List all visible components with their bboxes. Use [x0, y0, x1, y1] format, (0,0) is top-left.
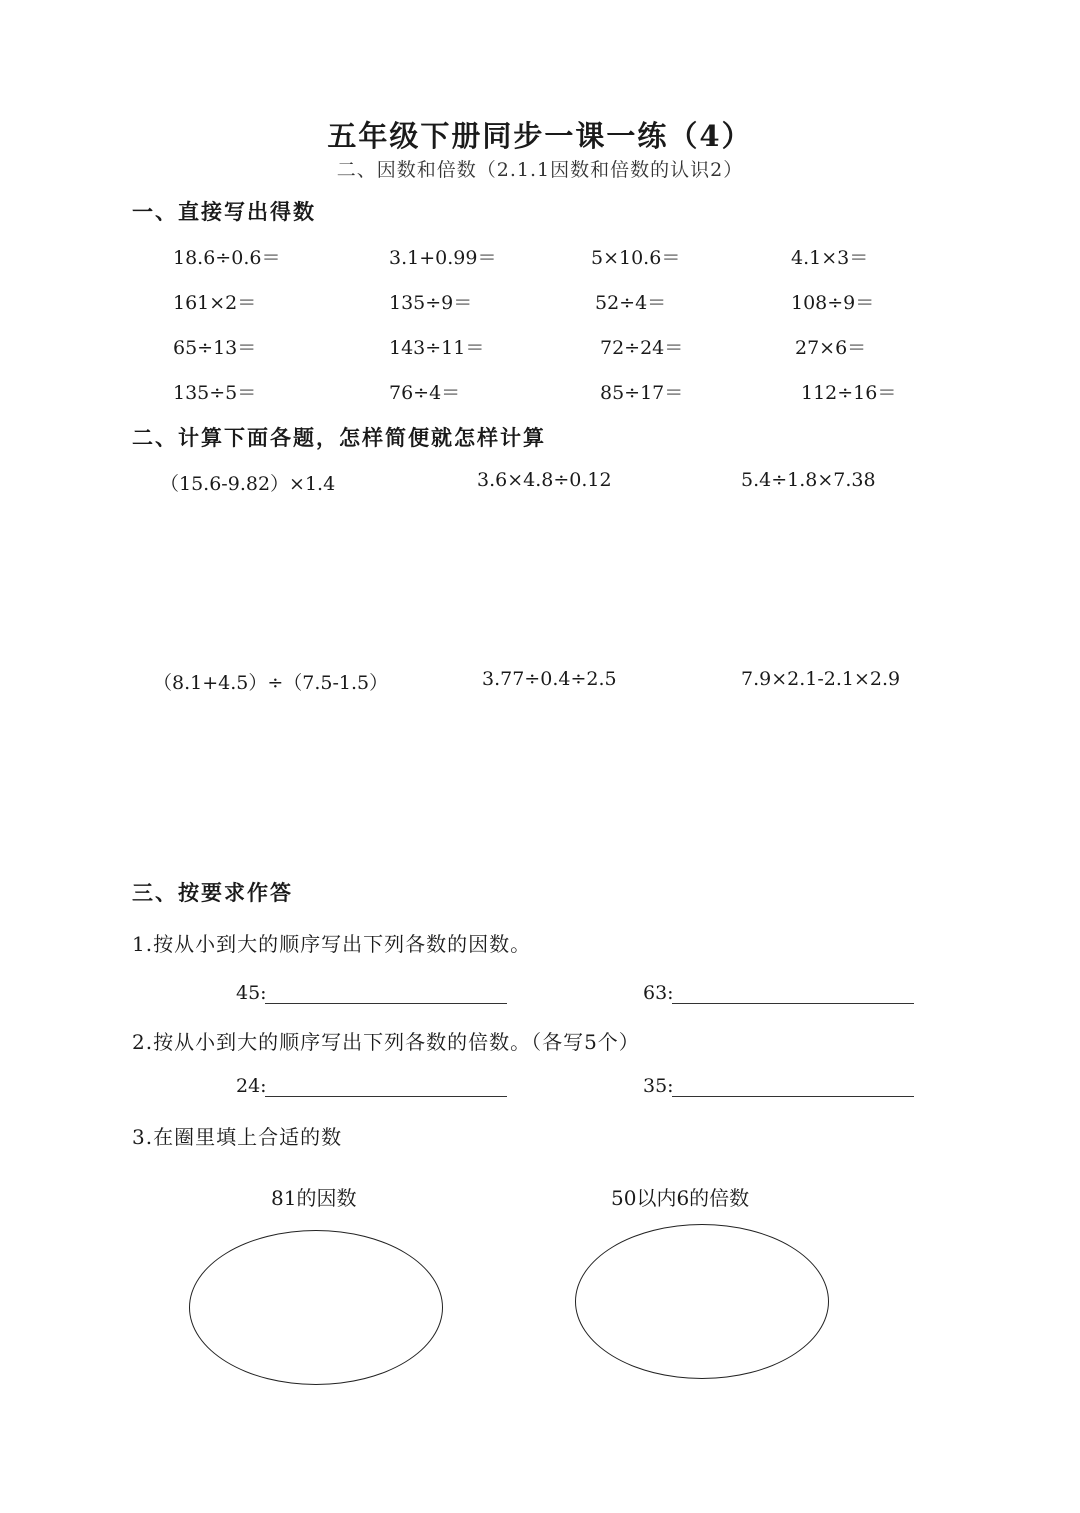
- oral-calc-item: 161×2＝: [173, 292, 257, 314]
- circle2-label: 50以内6的倍数: [611, 1186, 750, 1210]
- question-2: 2.按从小到大的顺序写出下列各数的倍数。（各写5个）: [132, 1030, 640, 1054]
- answer-line-24[interactable]: [265, 1096, 507, 1097]
- page-title: 五年级下册同步一课一练（4）: [327, 119, 753, 153]
- oral-calc-item: 143÷11＝: [389, 337, 485, 359]
- calc-problem: 3.77÷0.4÷2.5: [482, 668, 617, 690]
- section2-heading: 二、计算下面各题，怎样简便就怎样计算: [132, 425, 546, 450]
- oral-calc-item: 18.6÷0.6＝: [173, 247, 281, 269]
- oral-calc-item: 85÷17＝: [600, 382, 684, 404]
- oral-calc-item: 52÷4＝: [595, 292, 667, 314]
- calc-problem: （8.1+4.5）÷（7.5-1.5）: [153, 672, 389, 694]
- oral-calc-item: 4.1×3＝: [791, 247, 869, 269]
- oral-calc-item: 65÷13＝: [173, 337, 257, 359]
- circle1-label: 81的因数: [271, 1186, 357, 1210]
- answer-line-45[interactable]: [265, 1003, 507, 1004]
- answer-line-63[interactable]: [672, 1003, 914, 1004]
- oral-calc-item: 135÷5＝: [173, 382, 257, 404]
- calc-problem: 7.9×2.1-2.1×2.9: [741, 668, 901, 690]
- multiple-24-label: 24:: [236, 1075, 267, 1097]
- calc-problem: （15.6-9.82）×1.4: [160, 473, 336, 495]
- calc-problem: 3.6×4.8÷0.12: [477, 469, 612, 491]
- oral-calc-item: 76÷4＝: [389, 382, 461, 404]
- oral-calc-item: 5×10.6＝: [591, 247, 681, 269]
- calc-problem: 5.4÷1.8×7.38: [741, 469, 876, 491]
- oral-calc-item: 27×6＝: [795, 337, 867, 359]
- page-subtitle: 二、因数和倍数（2.1.1因数和倍数的认识2）: [336, 159, 744, 181]
- oral-calc-item: 72÷24＝: [600, 337, 684, 359]
- section3-heading: 三、按要求作答: [132, 880, 293, 905]
- multiple-circle[interactable]: [575, 1224, 829, 1379]
- factor-45-label: 45:: [236, 982, 267, 1004]
- factor-63-label: 63:: [643, 982, 674, 1004]
- factor-circle[interactable]: [189, 1230, 443, 1385]
- question-1: 1.按从小到大的顺序写出下列各数的因数。: [132, 932, 532, 956]
- oral-calc-item: 3.1+0.99＝: [389, 247, 497, 269]
- oral-calc-item: 112÷16＝: [801, 382, 897, 404]
- oral-calc-item: 108÷9＝: [791, 292, 875, 314]
- section1-heading: 一、直接写出得数: [132, 199, 316, 224]
- answer-line-35[interactable]: [672, 1096, 914, 1097]
- multiple-35-label: 35:: [643, 1075, 674, 1097]
- question-3: 3.在圈里填上合适的数: [132, 1125, 343, 1149]
- oral-calc-item: 135÷9＝: [389, 292, 473, 314]
